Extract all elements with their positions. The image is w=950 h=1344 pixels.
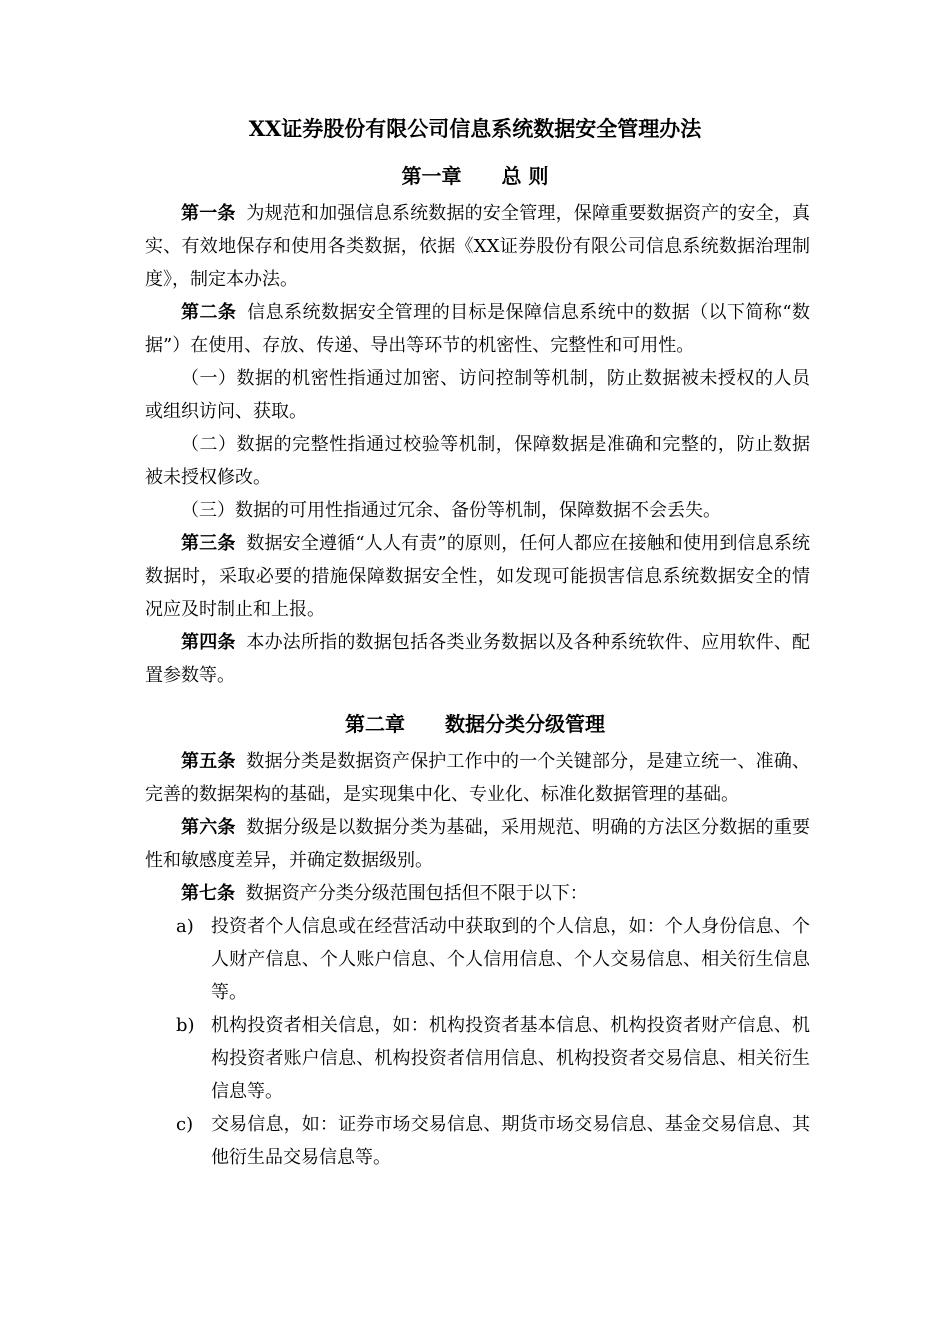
list-item-c — [145, 1108, 810, 1174]
list-marker: a) — [176, 916, 194, 937]
article-number: 第六条 — [181, 817, 236, 838]
article-2 — [145, 296, 810, 362]
article-4 — [145, 626, 810, 692]
article-2-item-2 — [145, 428, 810, 494]
article-number: 第七条 — [181, 883, 235, 904]
document-title: XX证券股份有限公司信息系统数据安全管理办法 — [248, 116, 702, 141]
article-text: 数据资产分类分级范围包括但不限于以下： — [245, 883, 588, 904]
article-3 — [145, 527, 810, 626]
list-item-b — [145, 1009, 810, 1108]
article-2-item-1 — [145, 362, 810, 428]
article-text: 数据安全遵循“人人有责”的原则，任何人都应在接触和使用到信息系统数据时，采取必要的措施保障数据安全性，如发现可能损害信息系统数据安全的情况应及时制止和上报。 — [145, 533, 810, 620]
list-item-text: 投资者个人信息或在经营活动中获取到的个人信息，如：个人身份信息、个人财产信息、个人账户信息、个人信用信息、个人交易信息、相关衍生信息等。 — [211, 916, 810, 1003]
chapter-1-body — [145, 197, 810, 692]
article-number: 第五条 — [181, 751, 236, 772]
list-item-text: 交易信息，如：证券市场交易信息、期货市场交易信息、基金交易信息、其他衍生品交易信息等。 — [211, 1114, 810, 1168]
chapter-1-heading: 第一章 总 则 — [401, 164, 549, 188]
article-5 — [145, 745, 810, 811]
article-number: 第三条 — [181, 533, 236, 554]
article-6 — [145, 811, 810, 877]
article-text: 为规范和加强信息系统数据的安全管理，保障重要数据资产的安全，真实、有效地保存和使用各类数据，依据《XX证券股份有限公司信息系统数据治理制度》，制定本办法。 — [145, 203, 811, 290]
chapter-2-body — [145, 745, 810, 1174]
article-2-item-3 — [145, 494, 810, 527]
article-number: 第二条 — [181, 302, 237, 323]
list-item-a — [145, 910, 810, 1009]
item-text: （一）数据的机密性指通过加密、访问控制等机制，防止数据被未授权的人员或组织访问、获取。 — [145, 368, 810, 422]
article-number: 第四条 — [181, 632, 236, 653]
item-text: （二）数据的完整性指通过校验等机制，保障数据是准确和完整的，防止数据被未授权修改。 — [145, 434, 810, 488]
article-number: 第一条 — [181, 203, 236, 224]
list-marker: c) — [176, 1114, 194, 1135]
article-1 — [145, 197, 810, 296]
article-7 — [145, 877, 810, 910]
item-text: （三）数据的可用性指通过冗余、备份等机制，保障数据不会丢失。 — [181, 500, 721, 521]
article-text: 本办法所指的数据包括各类业务数据以及各种系统软件、应用软件、配置参数等。 — [145, 632, 811, 686]
chapter-2-heading: 第二章 数据分类分级管理 — [345, 712, 605, 736]
list-item-text: 机构投资者相关信息，如：机构投资者基本信息、机构投资者财产信息、机构投资者账户信息、机构投资者信用信息、机构投资者交易信息、相关衍生信息等。 — [211, 1015, 810, 1102]
article-text: 信息系统数据安全管理的目标是保障信息系统中的数据（以下简称“数据”）在使用、存放、传递、导出等环节的机密性、完整性和可用性。 — [145, 302, 811, 356]
article-text: 数据分类是数据资产保护工作中的一个关键部分，是建立统一、准确、完善的数据架构的基础，是实现集中化、专业化、标准化数据管理的基础。 — [145, 751, 811, 805]
list-marker: b) — [176, 1015, 195, 1036]
article-text: 数据分级是以数据分类为基础，采用规范、明确的方法区分数据的重要性和敏感度差异，并确定数据级别。 — [145, 817, 811, 871]
